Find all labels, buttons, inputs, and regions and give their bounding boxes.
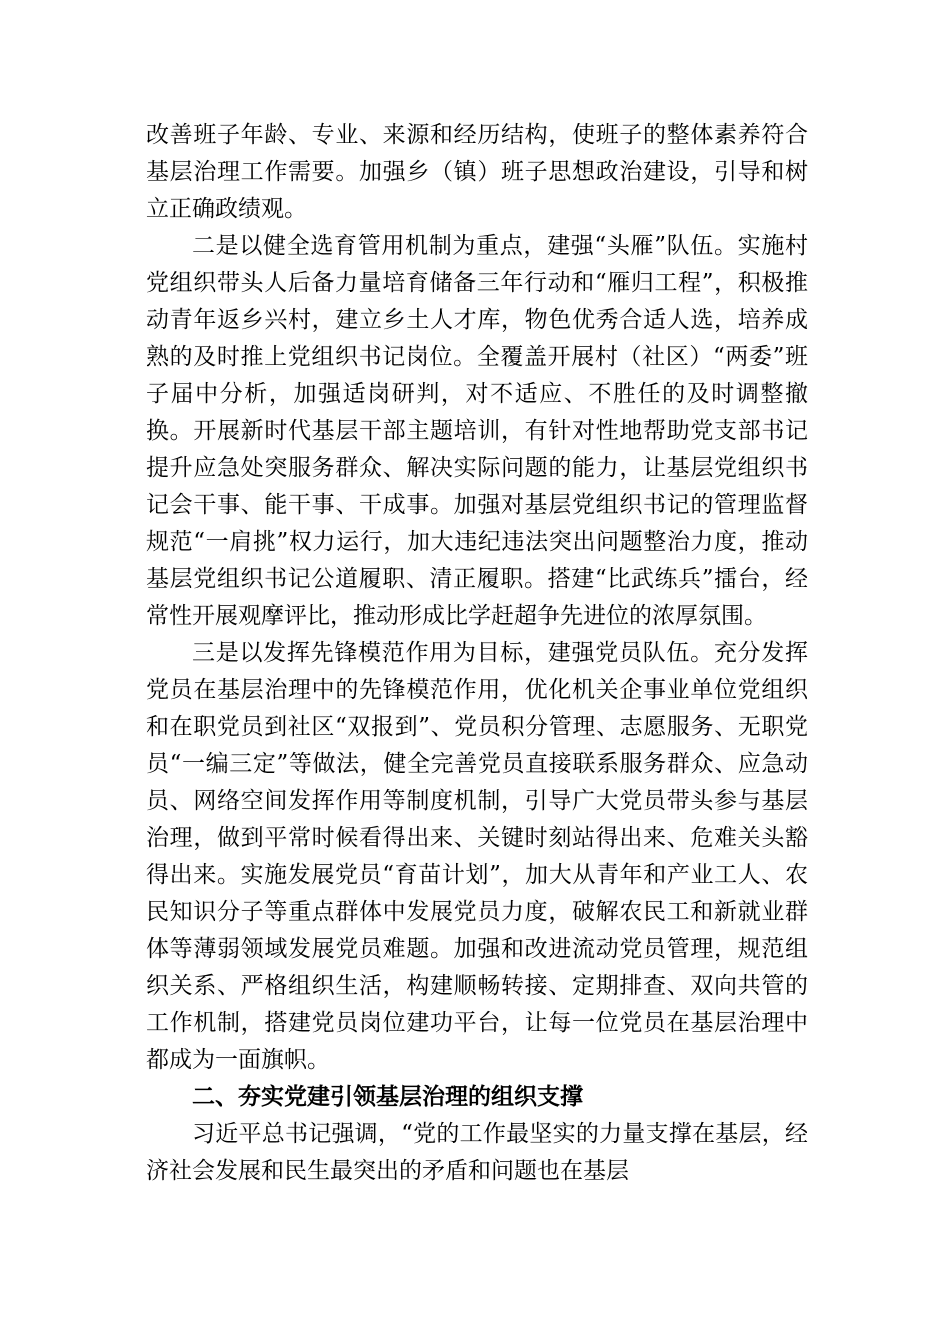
document-page: [146, 117, 808, 1190]
paragraph-party-members: 三是以发挥先锋模范作用为目标，建强党员队伍。充分发挥党员在基层治理中的先锋模范作用，优化机关企事业单位党组织和在职党员到社区“双报到”、党员积分管理、志愿服务、无职党员“一编三定”等做法，健全完善党员直接联系服务群众、应急动员、网络空间发挥作用等制度机制，引导广大党员带头参与基层治理，做到平常时候看得出来、关键时刻站得出来、危难关头豁得出来。实施发展党员“育苗计划”，加大从青年和产业工人、农民知识分子等重点群体中发展党员力度，破解农民工和新就业群体等薄弱领域发展党员难题。加强和改进流动党员管理，规范组织关系、严格组织生活，构建顺畅转接、定期排查、双向共管的工作机制，搭建党员岗位建功平台，让每一位党员在基层治理中都成为一面旗帜。: [146, 640, 808, 1073]
section-heading: 二、夯实党建引领基层治理的组织支撑: [192, 1084, 583, 1110]
paragraph-quote: 习近平总书记强调，“党的工作最坚实的力量支撑在基层，经济社会发展和民生最突出的矛盾和问题也在基层: [146, 1121, 808, 1184]
paragraph-leader-team: 二是以健全选育管用机制为重点，建强“头雁”队伍。实施村党组织带头人后备力量培育储备三年行动和“雁归工程”，积极推动青年返乡兴村，建立乡土人才库，物色优秀合适人选，培养成熟的及时推上党组织书记岗位。全覆盖开展村（社区）“两委”班子届中分析，加强适岗研判，对不适应、不胜任的及时调整撤换。开展新时代基层干部主题培训，有针对性地帮助党支部书记提升应急处突服务群众、解决实际问题的能力，让基层党组织书记会干事、能干事、干成事。加强对基层党组织书记的管理监督规范“一肩挑”权力运行，加大违纪违法突出问题整治力度，推动基层党组织书记公道履职、清正履职。搭建“比武练兵”擂台，经常性开展观摩评比，推动形成比学赶超争先进位的浓厚氛围。: [146, 233, 808, 629]
paragraph-continuation: 改善班子年龄、专业、来源和经历结构，使班子的整体素养符合基层治理工作需要。加强乡（镇）班子思想政治建设，引导和树立正确政绩观。: [146, 122, 808, 222]
